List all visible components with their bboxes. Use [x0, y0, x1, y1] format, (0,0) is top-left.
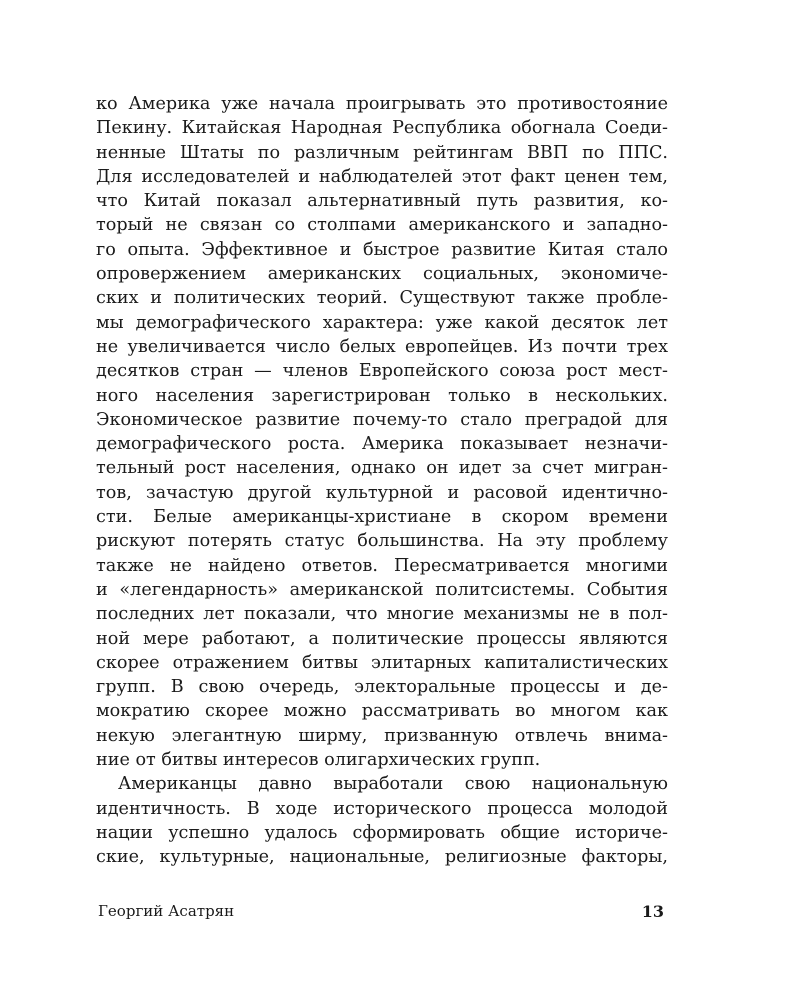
paragraph-1 — [96, 92, 668, 772]
body-text — [96, 92, 668, 870]
text-line: сти. Белые американцы-христиане в скором времени — [96, 507, 668, 528]
text-line: рискуют потерять статус большинства. На эту проблему — [96, 531, 668, 552]
text-line: десятков стран — членов Европейского союза рост мест- — [96, 361, 668, 382]
page-footer — [96, 902, 668, 926]
text-line: ко Америка уже начала проигрывать это противостояние — [96, 94, 668, 114]
text-line: групп. В свою очередь, электоральные процессы и де- — [96, 677, 668, 698]
text-line: тельный рост населения, однако он идет за счет мигран- — [96, 458, 668, 479]
text-line: ного населения зарегистрирован только в нескольких. — [96, 385, 668, 406]
text-line: мократию скорее можно рассматривать во многом как — [96, 701, 668, 722]
text-line: торый не связан со столпами американского и западно- — [96, 215, 668, 236]
text-line: Американцы давно выработали свою национальную — [118, 774, 668, 795]
text-line: го опыта. Эффективное и быстрое развитие Китая стало — [96, 239, 668, 260]
paragraph-2 — [96, 772, 668, 869]
running-footer-author: Георгий Асатрян — [98, 902, 235, 920]
text-line: Экономическое развитие почему-то стало преградой для — [96, 409, 668, 430]
text-line: некую элегантную ширму, призванную отвлечь внима- — [96, 725, 668, 746]
text-line: ские, культурные, национальные, религиозные факторы, — [96, 847, 668, 868]
text-line: Пекину. Китайская Народная Республика обогнала Соеди- — [96, 118, 668, 139]
text-line: ских и политических теорий. Существуют также пробле- — [96, 288, 668, 309]
page-number: 13 — [641, 902, 664, 921]
text-line: демографического роста. Америка показывает незначи- — [96, 434, 668, 455]
text-line: идентичность. В ходе исторического процесса молодой — [96, 798, 668, 819]
text-line: скорее отражением битвы элитарных капиталистических — [96, 652, 668, 673]
text-line: также не найдено ответов. Пересматривается многими — [96, 555, 668, 576]
text-line: Для исследователей и наблюдателей этот факт ценен тем, — [96, 166, 668, 187]
text-line: последних лет показали, что многие механизмы не в пол- — [96, 604, 668, 625]
text-line: мы демографического характера: уже какой десяток лет — [96, 312, 668, 333]
text-line: ние от битвы интересов олигархических групп. — [96, 750, 541, 771]
text-line: не увеличивается число белых европейцев. Из почти трех — [96, 336, 668, 357]
text-line: тов, зачастую другой культурной и расовой идентично- — [96, 482, 668, 503]
text-line: опровержением американских социальных, экономиче- — [96, 264, 668, 285]
text-line: ной мере работают, а политические процессы являются — [96, 628, 668, 649]
text-line: и «легендарность» американской политсистемы. События — [96, 579, 668, 600]
text-line: нации успешно удалось сформировать общие историче- — [96, 822, 668, 843]
text-line: ненные Штаты по различным рейтингам ВВП по ППС. — [96, 142, 668, 163]
text-line: что Китай показал альтернативный путь развития, ко- — [96, 191, 668, 212]
